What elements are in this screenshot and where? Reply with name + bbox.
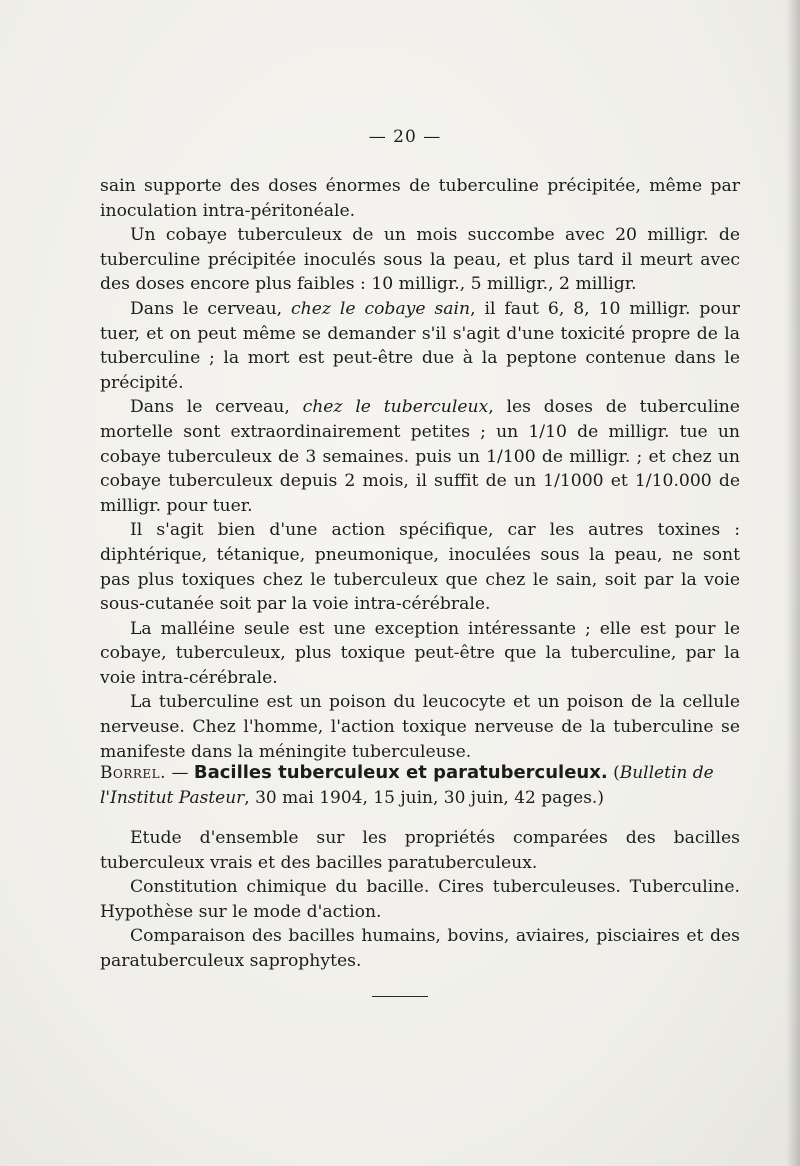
text-run: , les doses de tuberculine mortelle sont extraordinairement petites ; un 1/10 de milligr. tue un cobaye tuberculeux de 3 semaines. puis un 1/100 de milligr. ; et chez un cobaye tuberculeux depuis 2 mois, il suffit de un 1/1000 et 1/10.000 de milligr. pour tuer. [100, 397, 740, 516]
italic-run: chez le cobaye sain [291, 298, 471, 319]
reference-dash: — [166, 763, 194, 783]
text-run: Dans le cerveau, [130, 397, 303, 418]
text-run: , il faut 6, 8, 10 milligr. pour tuer, et on peut même se demander s'il s'agit d'une toxicité propre de la tuberculine ; la mort est peut-être due à la peptone contenue dans le précipité. [100, 298, 740, 393]
section-1-body [100, 174, 740, 764]
text-run: sain supporte des doses énormes de tuberculine précipitée, même par inoculation intra-péritonéale. [100, 176, 740, 221]
page-edge-shadow [786, 0, 800, 1166]
paragraph [100, 223, 740, 297]
paragraph [100, 174, 740, 223]
text-run: Comparaison des bacilles humains, bovins, aviaires, pisciaires et des paratuberculeux saprophytes. [100, 926, 740, 971]
reference-author: Borrel. [100, 763, 167, 783]
bibliographic-reference [100, 760, 740, 811]
section-2-body [100, 826, 740, 974]
reference-title: Bacilles tuberculeux et paratuberculeux. [193, 762, 608, 783]
paragraph [100, 395, 740, 518]
italic-run: chez le tuberculeux [302, 397, 489, 418]
reference-paren: ( [607, 763, 620, 783]
paragraph [100, 297, 740, 395]
text-run: Il s'agit bien d'une action spécifique, car les autres toxines : diphtérique, tétanique, pneumonique, inoculées sous la peau, ne sont pas plus toxiques chez le tuberculeux que chez le sain, soit par la voie sous-cutanée soit par la voie intra-cérébrale. [100, 520, 740, 615]
text-run: Etude d'ensemble sur les propriétés comparées des bacilles tuberculeux vrais et des bacilles paratuberculeux. [100, 828, 740, 873]
page-number: — 20 — [368, 127, 442, 147]
text-run: Un cobaye tuberculeux de un mois succombe avec 20 milligr. de tuberculine précipitée inoculés sous la peau, et plus tard il meurt avec des doses encore plus faibles : 10 milligr., 5 milligr., 2 milligr. [100, 225, 740, 295]
section-end-rule [372, 996, 428, 997]
paragraph [100, 518, 740, 616]
paragraph [100, 690, 740, 764]
paragraph [100, 826, 740, 875]
text-run: Dans le cerveau, [130, 298, 292, 319]
paragraph [100, 617, 740, 691]
reference-line-1 [100, 760, 740, 811]
reference-details: , 30 mai 1904, 15 juin, 30 juin, 42 pages.) [244, 788, 604, 808]
reference-journal: Bulletin de l'Institut Pasteur [100, 763, 714, 808]
text-run: Constitution chimique du bacille. Cires tuberculeuses. Tuberculine. Hypothèse sur le mode d'action. [100, 877, 740, 922]
text-run: La tuberculine est un poison du leucocyte et un poison de la cellule nerveuse. Chez l'homme, l'action toxique nerveuse de la tuberculine se manifeste dans la méningite tuberculeuse. [100, 692, 740, 762]
paragraph [100, 875, 740, 924]
text-run: La malléine seule est une exception intéressante ; elle est pour le cobaye, tuberculeux, plus toxique peut-être que la tuberculine, par la voie intra-cérébrale. [100, 618, 740, 688]
paragraph [100, 924, 740, 973]
